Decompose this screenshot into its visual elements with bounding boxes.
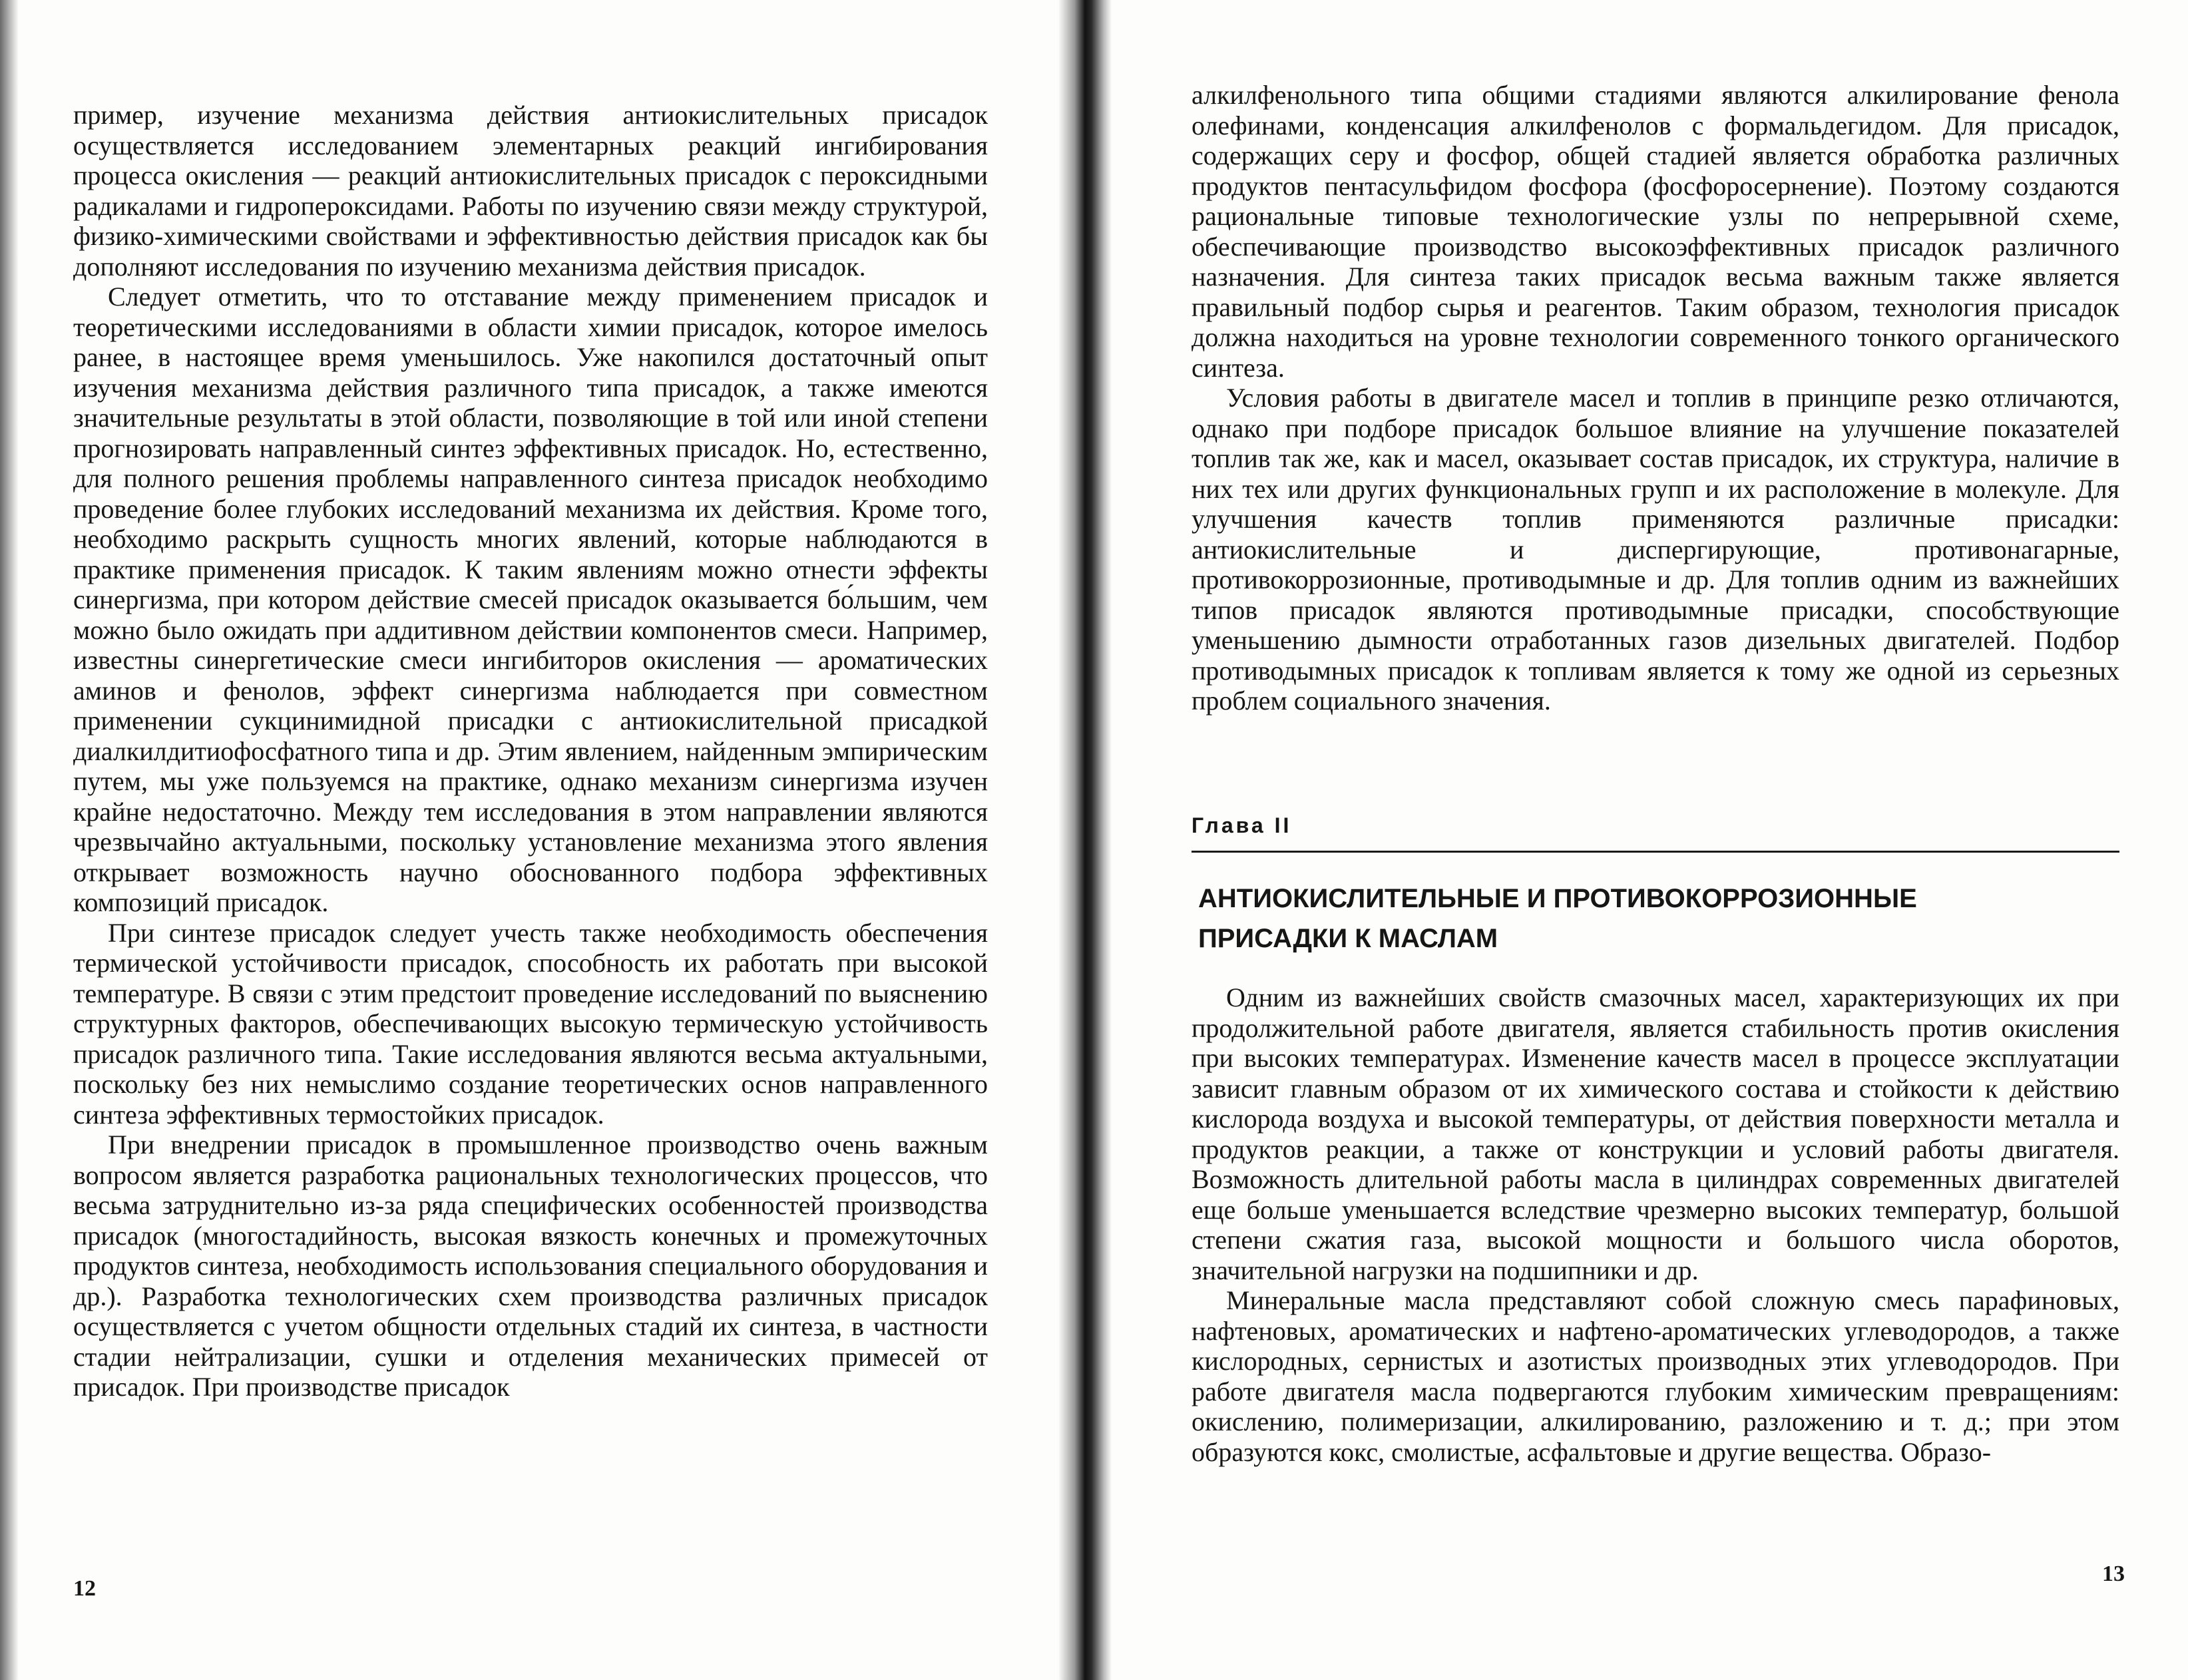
paragraph: Условия работы в двигателе масел и топлив в принципе резко отличаются, однако при подборе присадок большое влияние на улучшение показателей топлив так же, как и масел, оказывает состав присадок, их структура, наличие в них тех или других функциональных групп и их расположение в молекуле. Для улучшения качеств топлив применяются различные присадки: антиокислительные и диспергирующие, противонагарные, противокоррозионные, противодымные и др. Для топлив одним из важнейших типов присадок являются противодымные присадки, способствующие уменьшению дымности отработанных газов дизельных двигателей. Подбор противодымных присадок к топливам является к тому же одной из серьезных проблем социального значения. [1192, 383, 2119, 716]
left-page-text [73, 100, 988, 1402]
book-spine-gutter [1058, 0, 1112, 1680]
paragraph: При синтезе присадок следует учесть также необходимость обеспечения термической устойчивости присадок, способность их работать при высокой температуре. В связи с этим предстоит проведение исследований по выяснению структурных факторов, обеспечивающих высокую термическую устойчивость присадок различного типа. Такие исследования являются весьма актуальными, поскольку без них немыслимо создание теоретических основ направленного синтеза эффективных термостойких присадок. [73, 917, 988, 1130]
left-page [0, 0, 1065, 1680]
paragraph: алкилфенольного типа общими стадиями являются алкилирование фенола олефинами, конденсация алкилфенолов с формальдегидом. Для присадок, содержащих серу и фосфор, общей стадией является обработка различных продуктов пентасульфидом фосфора (фосфоросернение). Поэтому создаются рациональные типовые технологические узлы по непрерывной схеме, обеспечивающие производство высокоэффективных присадок различного назначения. Для синтеза таких присадок весьма важным также является правильный подбор сырья и реагентов. Таким образом, технология присадок должна находиться на уровне технологии современного тонкого органического синтеза. [1192, 80, 2119, 383]
paragraph: Минеральные масла представляют собой сложную смесь парафиновых, нафтеновых, ароматических и нафтено-ароматических углеводородов, а также кислородных, сернистых и азотистых производных этих углеводородов. При работе двигателя масла подвергаются глубоким химическим превращениям: окислению, полимеризации, алкилированию, разложению и т. д.; при этом образуются кокс, смолистые, асфальтовые и другие вещества. Образо- [1192, 1285, 2119, 1467]
chapter-title-line: АНТИОКИСЛИТЕЛЬНЫЕ И ПРОТИВОКОРРОЗИОННЫЕ [1198, 884, 1917, 913]
chapter-title-line: ПРИСАДКИ К МАСЛАМ [1198, 924, 1498, 953]
chapter-divider [1192, 851, 2119, 853]
paragraph: Одним из важнейших свойств смазочных масел, характеризующих их при продолжительной работе двигателя, является стабильность против окисления при высоких температурах. Изменение качеств масел в процессе эксплуатации зависит главным образом от их химического состава и стойкости к действию кислорода воздуха и высокой температуры, от действия поверхности металла и продуктов реакции, а также от конструкции и условий работы двигателя. Возможность длительной работы масла в цилиндрах современных двигателей еще больше уменьшается вследствие чрезмерно высоких температур, большой степени сжатия газа, высокой мощности и большого числа оборотов, значительной нагрузки на подшипники и др. [1192, 982, 2119, 1285]
right-page-text-bottom [1192, 982, 2119, 1467]
chapter-title [1198, 879, 1997, 958]
page-number: 13 [2102, 1562, 2125, 1586]
paragraph: Следует отметить, что то отставание между применением присадок и теоретическими исследованиями в области химии присадок, которое имелось ранее, в настоящее время уменьшилось. Уже накопился достаточный опыт изучения механизма действия различного типа присадок, а также имеются значительные результаты в этой области, позволяющие в той или иной степени прогнозировать направленный синтез эффективных присадок. Но, естественно, для полного решения проблемы направленного синтеза присадок необходимо проведение более глубоких исследований механизма их действия. Кроме того, необходимо раскрыть сущность многих явлений, которые наблюдаются в практике применения присадок. К таким явлениям можно отнести эффекты синергизма, при котором действие смесей присадок оказывается бо́льшим, чем можно было ожидать при аддитивном действии компонентов смеси. Например, известны синергетические смеси ингибиторов окисления — ароматических аминов и фенолов, эффект синергизма наблюдается при совместном применении сукцинимидной присадки с антиокислительной присадкой диалкилдитиофосфатного типа и др. Этим явлением, найденным эмпирическим путем, мы уже пользуемся на практике, однако механизм синергизма изучен крайне недостаточно. Между тем исследования в этом направлении являются чрезвычайно актуальными, поскольку установление механизма этого явления открывает возможность научно обоснованного подбора эффективных композиций присадок. [73, 282, 988, 917]
paragraph: пример, изучение механизма действия антиокислительных присадок осуществляется исследованием элементарных реакций ингибирования процесса окисления — реакций антиокислительных присадок с пероксидными радикалами и гидропероксидами. Работы по изучению связи между структурой, физико-химическими свойствами и эффективностью действия присадок как бы дополняют исследования по изучению механизма действия присадок. [73, 100, 988, 282]
page-number: 12 [73, 1576, 96, 1601]
paragraph: При внедрении присадок в промышленное производство очень важным вопросом является разработка рациональных технологических процессов, что весьма затруднительно из-за ряда специфических особенностей производства присадок (многостадийность, высокая вязкость конечных и промежуточных продуктов синтеза, необходимость использования специального оборудования и др.). Разработка технологических схем производства различных присадок осуществляется с учетом общности отдельных стадий их синтеза, в частности стадии нейтрализации, сушки и отделения механических примесей от присадок. При производстве присадок [73, 1130, 988, 1402]
chapter-label: Глава II [1192, 813, 1292, 837]
right-page-text-top [1192, 80, 2119, 716]
right-page [1105, 0, 2188, 1680]
